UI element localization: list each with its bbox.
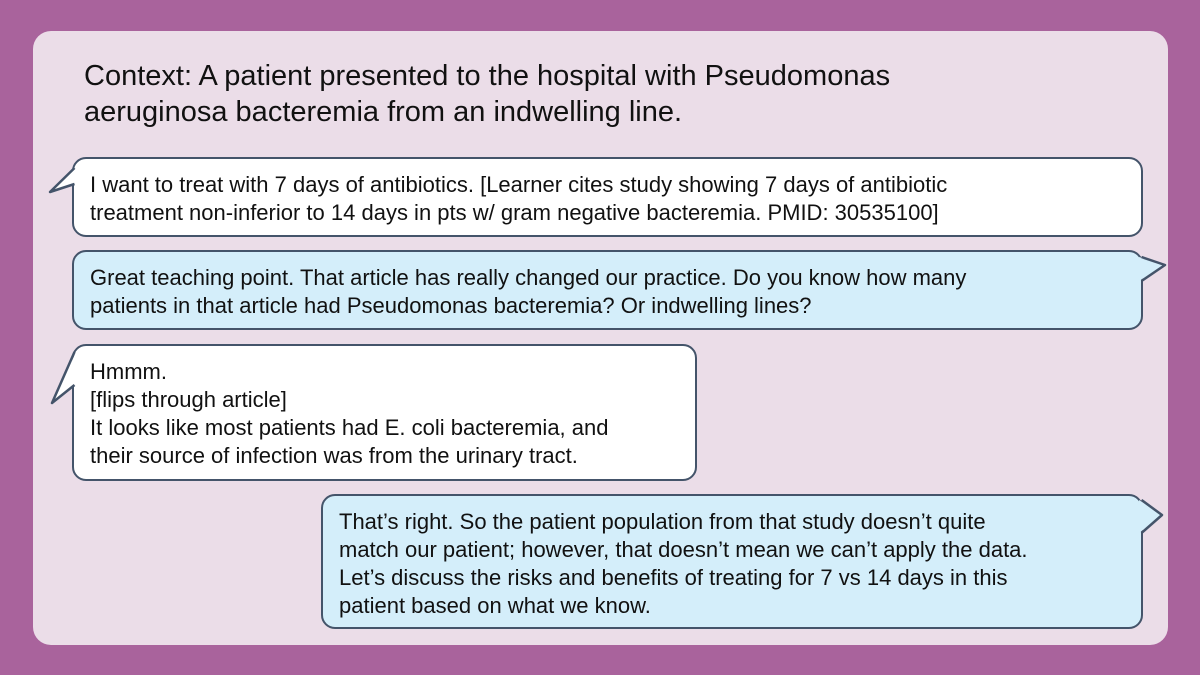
context-line: Context: A patient presented to the hospital with Pseudomonas	[84, 60, 891, 92]
message-line: [flips through article]	[90, 387, 287, 412]
message-line: Great teaching point. That article has really changed our practice. Do you know how many	[90, 265, 967, 290]
message-line: their source of infection was from the urinary tract.	[90, 443, 578, 468]
message-line: It looks like most patients had E. coli bacteremia, and	[90, 415, 609, 440]
message-line: patients in that article had Pseudomonas bacteremia? Or indwelling lines?	[90, 293, 812, 318]
teacher-speech-bubble	[321, 494, 1143, 629]
message-line: treatment non-inferior to 14 days in pts w/ gram negative bacteremia. PMID: 30535100]	[90, 200, 939, 225]
context-text	[84, 58, 1084, 130]
message-line: patient based on what we know.	[339, 593, 651, 618]
context-line: aeruginosa bacteremia from an indwelling line.	[84, 96, 683, 128]
message-line: Hmmm.	[90, 359, 167, 384]
message-line: Let’s discuss the risks and benefits of treating for 7 vs 14 days in this	[339, 565, 1008, 590]
learner-speech-bubble	[72, 344, 697, 481]
message-line: I want to treat with 7 days of antibiotics. [Learner cites study showing 7 days of antibiotic	[90, 172, 948, 197]
message-line: match our patient; however, that doesn’t mean we can’t apply the data.	[339, 537, 1028, 562]
learner-speech-bubble	[72, 157, 1143, 237]
message-line: That’s right. So the patient population from that study doesn’t quite	[339, 509, 986, 534]
teacher-speech-bubble	[72, 250, 1143, 330]
